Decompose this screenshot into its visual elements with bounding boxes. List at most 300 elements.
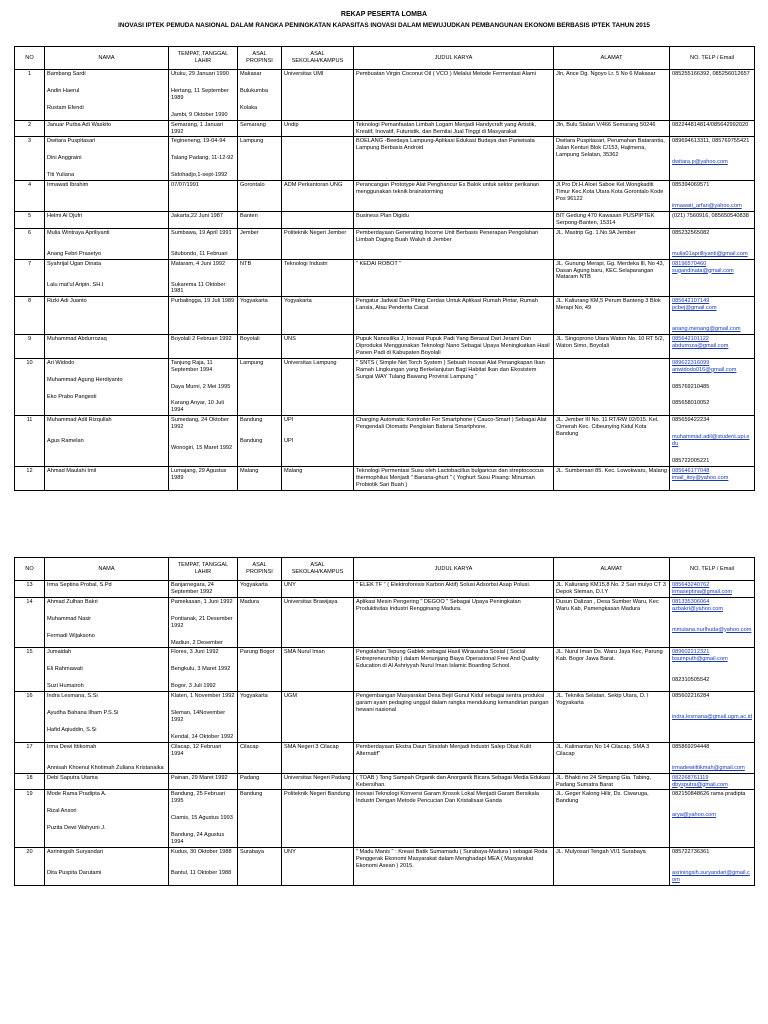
province-line: Jember bbox=[240, 229, 259, 236]
school-campus bbox=[282, 228, 354, 259]
province bbox=[238, 790, 282, 848]
participant-name bbox=[45, 648, 169, 692]
phone-email bbox=[670, 335, 755, 359]
birth-place-date-line: Situbondo, 11 Februari bbox=[171, 250, 228, 257]
participant-name bbox=[45, 847, 169, 885]
province bbox=[238, 597, 282, 648]
phone-email bbox=[670, 259, 755, 297]
table-row bbox=[15, 597, 755, 648]
birth-place-date bbox=[169, 648, 238, 692]
school-campus-line: SMA Negeri 3 Cilacap bbox=[284, 743, 339, 750]
address bbox=[554, 358, 670, 416]
province-line: Lampung bbox=[240, 138, 264, 145]
birth-place-date-line: 07/07/1991 bbox=[171, 182, 199, 189]
address: JL. Bhakti no 24 Simpang Gia. Tabing, Padang Sumatra Barat bbox=[554, 773, 670, 790]
birth-place-date-line: Utuku, 29 Januari 1990 bbox=[171, 71, 229, 77]
phone-email-line: 085869294448 bbox=[672, 743, 710, 750]
address: JL. Mastrip Gg. 1.No.9A Jember bbox=[554, 228, 670, 259]
school-campus-line: Teknologi Industri bbox=[284, 260, 328, 267]
province bbox=[238, 70, 282, 121]
phone-email-line[interactable]: mulia01aprilliyanti@gmail.com bbox=[672, 250, 748, 257]
participant-name-line: Ahmad Zulhan Bakri bbox=[47, 598, 98, 605]
participant-name bbox=[45, 597, 169, 648]
table-row bbox=[15, 228, 755, 259]
province-line: Banten bbox=[240, 212, 258, 219]
province-line: Madura bbox=[240, 598, 259, 605]
address: JL. Sumbersari 85. Kec. Lowokwaru, Malang bbox=[554, 466, 670, 490]
birth-place-date-line: Sumbawa, 19 April 1991 bbox=[171, 229, 232, 236]
participant-name-line: Irma Dewi Ittikomah bbox=[47, 743, 97, 750]
birth-place-date bbox=[169, 259, 238, 297]
phone-email-line[interactable]: indra.lesmana@gmail.ugm.ac.id bbox=[672, 714, 752, 721]
school-campus-line: Universitas Negeri Padang bbox=[284, 774, 351, 781]
column-header-alamat: ALAMAT bbox=[554, 558, 670, 581]
birth-place-date bbox=[169, 416, 238, 467]
work-title: " KEDAI ROBOT " bbox=[354, 259, 554, 297]
table-row bbox=[15, 773, 755, 790]
participant-name-line: Ari Widodo bbox=[47, 359, 75, 366]
phone-email-line[interactable]: irmawati_arfan@yahoo.com bbox=[672, 203, 742, 210]
work-title: Aplikasi Mesin Pengering " DEGOO " Sebagai Upaya Peningkatan Produktivitas Industri Rengginang Madura. bbox=[354, 597, 554, 648]
birth-place-date-line: Sleman, 14November 1992 bbox=[171, 710, 226, 723]
page-subtitle: INOVASI IPTEK PEMUDA NASIONAL DALAM RANGKA PENINGKATAN KAPASITAS INOVASI DALAM MEWUJUDKAN PEMBANGUNAN EKONOMI BERBASIS IPTEK TAHUN 2015 bbox=[118, 22, 650, 29]
phone-email-line: 085255166392, 085256012657 bbox=[672, 71, 750, 77]
birth-place-date-line: Talang Padang, 11-12-92 bbox=[171, 155, 234, 162]
participant-name bbox=[45, 416, 169, 467]
address: Jln, Ance Dg. Ngoyo Lr. 5 No 6 Makasar bbox=[554, 70, 670, 121]
table-row bbox=[15, 70, 755, 121]
table-row bbox=[15, 648, 755, 692]
phone-email bbox=[670, 297, 755, 335]
work-title: " SNTS ( Simple Net Torch System ) Sebuah Inovasi Alat Penangkapan Ikan Ramah Lingkungan yang Berkelanjutan Bagi Habitat Ikan dan Ekosistem Sungai WAY Tulang Bawang Provinsi Lampung " bbox=[354, 358, 554, 416]
birth-place-date-line: Bengkulu, 3 Maret 1992 bbox=[171, 666, 231, 673]
participant-name-line: Syahrijal Ugan Dinata bbox=[47, 260, 102, 267]
province-line: Bandung bbox=[240, 417, 263, 424]
province-line: Cilacap bbox=[240, 743, 259, 750]
province bbox=[238, 648, 282, 692]
phone-email-line[interactable]: 08196570460 sugandinata@gmail.com bbox=[672, 260, 734, 274]
participant-name-line: Irma Septina Probal, S.Pd bbox=[47, 582, 112, 588]
phone-email bbox=[670, 181, 755, 212]
school-campus bbox=[282, 211, 354, 228]
participant-name-line: Debi Saputra Utama bbox=[47, 774, 98, 781]
table-row bbox=[15, 358, 755, 416]
phone-email-line[interactable]: 081335306064 azbakri@yahoo.com bbox=[672, 598, 724, 612]
row-number: 4 bbox=[15, 181, 45, 212]
work-title: ( TOAB ) Tong Sampah Organik dan Anorganik Bicara Sebagai Media Edukasi Kebersihan. bbox=[354, 773, 554, 790]
phone-email-line: 082150848626 rama pradipta bbox=[672, 791, 746, 798]
phone-email bbox=[670, 597, 755, 648]
province-line: Boyolali bbox=[240, 336, 260, 343]
school-campus-line: UGM bbox=[284, 693, 298, 700]
province bbox=[238, 259, 282, 297]
table-row bbox=[15, 335, 755, 359]
birth-place-date-line: Banjarnegara, 24 September 1992 bbox=[171, 582, 214, 595]
phone-email bbox=[670, 416, 755, 467]
row-number: 14 bbox=[15, 597, 45, 648]
province bbox=[238, 120, 282, 137]
phone-email-line[interactable]: arya@yahoo.com bbox=[672, 812, 716, 819]
school-campus bbox=[282, 137, 354, 181]
school-campus-line: UNY bbox=[284, 848, 296, 855]
participant-name bbox=[45, 70, 169, 121]
phone-email-line[interactable]: 085642107149 pcbej@gmail.com bbox=[672, 298, 717, 312]
province-line: Makasar bbox=[240, 71, 262, 77]
birth-place-date bbox=[169, 581, 238, 598]
province bbox=[238, 847, 282, 885]
school-campus-line: UNS bbox=[284, 336, 296, 343]
birth-place-date bbox=[169, 335, 238, 359]
participant-name-line: Dini Anggraini bbox=[47, 155, 82, 162]
address: JL. Kaliurang KM15,8 No. 2 Sari mulyo CT 3 Depok Sleman, D.I.Y bbox=[554, 581, 670, 598]
birth-place-date-line: Purbalingga, 19 Juli 1989 bbox=[171, 298, 235, 305]
table-row bbox=[15, 581, 755, 598]
participant-name-line: Ahmad Maulahi Imil bbox=[47, 467, 97, 474]
row-number: 6 bbox=[15, 228, 45, 259]
phone-email bbox=[670, 358, 755, 416]
birth-place-date-line: Hertang, 11 September 1989 bbox=[171, 87, 229, 101]
province-line: Semarang bbox=[240, 121, 266, 128]
phone-email-line: 085722005221 bbox=[672, 458, 710, 464]
birth-place-date-line: Sukarema 11 Oktober 1981 bbox=[171, 281, 226, 295]
participant-name-line: Andin Haerul bbox=[47, 87, 80, 94]
table-row bbox=[15, 466, 755, 490]
table-row bbox=[15, 847, 755, 885]
birth-place-date-line: Bogor, 3 Juli 1992 bbox=[171, 683, 216, 690]
school-campus-line: ADM Perkantoran UNG bbox=[284, 182, 343, 189]
work-title: " ELEK TF " ( Elektroforesis Karbon Aktif) Solusi Adsorbsi Asap Polusi. bbox=[354, 581, 554, 598]
participant-name bbox=[45, 335, 169, 359]
school-campus-line: SMA Nurul Iman bbox=[284, 649, 325, 656]
row-number: 18 bbox=[15, 773, 45, 790]
school-campus bbox=[282, 181, 354, 212]
participant-name-line: Ayudha Bahana Ilham P.S.Si bbox=[47, 710, 119, 717]
participant-name-line: Rustam Efendi bbox=[47, 104, 84, 111]
province bbox=[238, 581, 282, 598]
row-number: 5 bbox=[15, 211, 45, 228]
birth-place-date bbox=[169, 773, 238, 790]
phone-email-line[interactable]: muhammad.adil@student.upi.edu bbox=[672, 434, 750, 448]
participant-name-line: Mulia Wintraya Apriliyanti bbox=[47, 229, 110, 236]
work-title: Teknologi Pemanfaatan Limbah Logam Menjadi Handycraft yang Artistik, Kreatif, Inovatif, Futuristik, dan Bernilai Jual Tinggi di Masyarakat bbox=[354, 120, 554, 137]
school-campus bbox=[282, 742, 354, 773]
row-number: 1 bbox=[15, 70, 45, 121]
column-header-telp: NO. TELP / Email bbox=[670, 558, 755, 581]
phone-email-line[interactable]: 085643240762 irmaseptina@gmail.com bbox=[672, 582, 733, 595]
school-campus bbox=[282, 692, 354, 743]
table-row bbox=[15, 137, 755, 181]
participant-name-line: Bambang Sardi bbox=[47, 71, 86, 77]
school-campus-line: UPI bbox=[284, 417, 294, 424]
birth-place-date bbox=[169, 847, 238, 885]
participant-name bbox=[45, 259, 169, 297]
participant-name-line: Helmi Al Djufri bbox=[47, 212, 83, 219]
column-header-nama: NAMA bbox=[45, 47, 169, 70]
address: JL. Gunung Merapi, Gg. Merdeka Ill, No 43, Dasan Agung baru, KEC.Selaparangan Mataram NTB bbox=[554, 259, 670, 297]
participant-name-line: Asriningsih Suryandari bbox=[47, 848, 103, 855]
phone-email bbox=[670, 692, 755, 743]
participant-name bbox=[45, 181, 169, 212]
column-header-ttl: TEMPAT, TANGGAL LAHIR bbox=[169, 558, 238, 581]
phone-email-line: 082310505542 bbox=[672, 677, 710, 684]
birth-place-date bbox=[169, 120, 238, 137]
school-campus bbox=[282, 581, 354, 598]
address: Dusun Dalizan , Desa Sumber Waru, Kec Waru Kab, Pamengkasan Madura bbox=[554, 597, 670, 648]
school-campus bbox=[282, 297, 354, 335]
birth-place-date-line: Kudus, 30 Oktober 1988 bbox=[171, 848, 232, 855]
school-campus bbox=[282, 120, 354, 137]
province-line: Yogyakarta bbox=[240, 693, 268, 700]
participant-name bbox=[45, 137, 169, 181]
column-header-no: NO bbox=[15, 558, 45, 581]
address: JL. Teknika Selatan. Sekip Utara, D. I Yogyakarta bbox=[554, 692, 670, 743]
address: JL. Jember III No. 11 RT/RW 02/015. Kel. Cimerah Kec. Cibeunying Kidul Kota Bandung bbox=[554, 416, 670, 467]
participant-name-line: Eko Prabo Pangesti bbox=[47, 393, 97, 400]
participant-name-line: Eli Rahmawati bbox=[47, 666, 83, 673]
participant-name-line: Titi Yuliana bbox=[47, 172, 75, 179]
province-line: Parung Bogor bbox=[240, 649, 275, 656]
province-line: Bandung bbox=[240, 438, 263, 445]
address: JL. Mulyosari Tengah VI/1 Surabaya bbox=[554, 847, 670, 885]
participants-table-1 bbox=[14, 46, 755, 491]
school-campus-line: Politeknik Negeri Bandung bbox=[284, 791, 350, 798]
phone-email-line[interactable]: 089602212321 bsumputh@gmail.com bbox=[672, 649, 728, 663]
table-row bbox=[15, 297, 755, 335]
birth-place-date bbox=[169, 692, 238, 743]
participant-name bbox=[45, 466, 169, 490]
school-campus bbox=[282, 416, 354, 467]
work-title: Pengatur Jadwal Dan Piting Cerdas Untuk Aplikasi Rumah Pintar, Rumah Lansia, Atau Penderita Cacat bbox=[354, 297, 554, 335]
table-row bbox=[15, 790, 755, 848]
row-number: 10 bbox=[15, 358, 45, 416]
participant-name bbox=[45, 211, 169, 228]
work-title: Inovasi Teknologi Konversi Garam Krosok Lokal Menjadi Garam Bersikala Industri Dengan Metode Pencucian Dan Kristalisasi Ganda bbox=[354, 790, 554, 848]
participant-name bbox=[45, 692, 169, 743]
row-number: 7 bbox=[15, 259, 45, 297]
birth-place-date-line: Tanjung Raja, 11 September 1994 bbox=[171, 359, 213, 373]
work-title: Perancangan Prototype Alat Penghancur Es Balok untuk sektor perikanan menggunakan teknik brainstorming bbox=[354, 181, 554, 212]
phone-email bbox=[670, 773, 755, 790]
birth-place-date bbox=[169, 742, 238, 773]
phone-email-line: 089694613311, 085769755421 bbox=[672, 138, 750, 145]
province-line: Kolaka bbox=[240, 104, 258, 111]
participant-name-line: Irmawati Ibrahim bbox=[47, 182, 89, 189]
school-campus bbox=[282, 259, 354, 297]
phone-email-line[interactable]: 089622316099 ariwidodo016@gmail.com bbox=[672, 359, 737, 373]
birth-place-date bbox=[169, 466, 238, 490]
column-header-nama: NAMA bbox=[45, 558, 169, 581]
participant-name-line: Annisah Khoenul Khotimah Zuliana Kristanaika bbox=[47, 764, 164, 771]
column-header-prov: ASAL PROPINSI bbox=[238, 558, 282, 581]
birth-place-date-line: Bantul, 11 Oktober 1988 bbox=[171, 869, 232, 876]
phone-email-line[interactable]: dwitara.p@yahoo.com bbox=[672, 159, 728, 166]
phone-email-line[interactable]: anang.menang@gmail.com bbox=[672, 326, 741, 333]
phone-email-line[interactable]: mmulana.nurlhuda@yahoo.com bbox=[672, 626, 752, 633]
school-campus-line: Politeknik Negeri Jember bbox=[284, 229, 347, 236]
birth-place-date-line: Pamekasan, 1 Juni 1992 bbox=[171, 598, 233, 605]
address: JL. Nurul Iman Ds. Waru Jaya Kec, Parung Kab. Bogor Jawa Barat. bbox=[554, 648, 670, 692]
phone-email-line[interactable]: 085646177048 imail_itoy@yahoo.com bbox=[672, 467, 729, 481]
work-title: Charging Automatic Kontroller For Smartphone ( Cauco-Smart ) Sebagai Alat Pengendali Otomatis Pengisian Baterai Smartphone. bbox=[354, 416, 554, 467]
province-line: Surabaya bbox=[240, 848, 264, 855]
birth-place-date-line: Lumajang, 29 Agustus 1989 bbox=[171, 467, 227, 481]
header-row bbox=[15, 47, 755, 70]
work-title: Pengolahan Tepung Gablek sebagai Hasil Wirausaha Sosial ( Social Entrepreneurship ) dalam Menunjang Biaya Operasional Free And Quality Education di Al Ashriyyah Nurul Iman Islamic Boarding School. bbox=[354, 648, 554, 692]
column-header-telp: NO. TELP / Email bbox=[670, 47, 755, 70]
birth-place-date-line: Sidohadjo,1-sept-1992 bbox=[171, 172, 228, 179]
row-number: 11 bbox=[15, 416, 45, 467]
birth-place-date-line: Semarang, 1 Januari 1992 bbox=[171, 121, 223, 135]
address: JL. Kalimantan No 14 Cilacap, SMA 3 Cilacap bbox=[554, 742, 670, 773]
address: JL. Geger Kalong Hilir, Ds. Ciwaruga, Bandung bbox=[554, 790, 670, 848]
school-campus bbox=[282, 335, 354, 359]
school-campus-line: Universitas Lampung bbox=[284, 359, 337, 366]
birth-place-date-line: Painan, 29 Maret 1992 bbox=[171, 774, 228, 781]
province-line: Yogyakarta bbox=[240, 298, 268, 305]
work-title: Business Plan Digidu bbox=[354, 211, 554, 228]
phone-email-line: 085658010052 bbox=[672, 400, 710, 407]
phone-email bbox=[670, 70, 755, 121]
row-number: 2 bbox=[15, 120, 45, 137]
school-campus-line: Malang bbox=[284, 467, 303, 474]
column-header-kampus: ASAL SEKOLAH/KAMPUS bbox=[282, 47, 354, 70]
birth-place-date-line: Jakarta,22 Juni 1987 bbox=[171, 212, 223, 219]
province bbox=[238, 211, 282, 228]
work-title: Pengembangan Masyarakat Desa Bejil Gunul Kidul sebagai sentra produksi garam ayam pedaging unggul dalam rangka mendukung kemandirian pangan hewani nasional bbox=[354, 692, 554, 743]
participant-name bbox=[45, 297, 169, 335]
participant-name-line: Rizki Adi Juanto bbox=[47, 298, 87, 305]
participant-name-line: Muhammad Adil Rizqullah bbox=[47, 417, 112, 424]
row-number: 20 bbox=[15, 847, 45, 885]
work-title: BOELANG -Beedaya Lampung-Aplikasi Edukasi Budaya dan Pariwisata Lampung Berbasis Android bbox=[354, 137, 554, 181]
table-row bbox=[15, 416, 755, 467]
phone-email bbox=[670, 847, 755, 885]
school-campus bbox=[282, 70, 354, 121]
province bbox=[238, 416, 282, 467]
phone-email-line: 085232565082 bbox=[672, 229, 710, 236]
birth-place-date-line: Sumedang, 24 Oktober 1992 bbox=[171, 417, 229, 431]
province bbox=[238, 228, 282, 259]
birth-place-date-line: Tegineneng, 19-04-94 bbox=[171, 138, 226, 145]
phone-email-line[interactable]: 082268761119 dbysputra@gmail.com bbox=[672, 774, 728, 788]
birth-place-date-line: Cilacap, 12 Februari 1994 bbox=[171, 743, 222, 757]
work-title: Pembuatan Virgin Coconut Oil ( VCO ) Melalui Metode Fermentasi Alami bbox=[354, 70, 554, 121]
province-line: Padang bbox=[240, 774, 260, 781]
school-campus bbox=[282, 597, 354, 648]
school-campus bbox=[282, 466, 354, 490]
address: Jl.Pro Dr.H.Aloei Saboe Kel.Wongkaditi Timur Kec.Kota Utara Kota Gorontalo Kode Pos 96122 bbox=[554, 181, 670, 212]
participants-table-2 bbox=[14, 557, 755, 886]
participant-name bbox=[45, 773, 169, 790]
province bbox=[238, 181, 282, 212]
phone-email-line[interactable]: asriningsih.suryandari@gmail.com bbox=[672, 869, 750, 883]
column-header-no: NO bbox=[15, 47, 45, 70]
address: Dwitara Puspitasari, Perumahan Batarantia, Jalan Kenturi Blok C/153, Hajimena, Lampung Selatan, 35362 bbox=[554, 137, 670, 181]
birth-place-date-line: Pontianak, 21 Desember 1992 bbox=[171, 615, 233, 629]
phone-email-line[interactable]: 085642101122 abdurroza@gmail.com bbox=[672, 336, 729, 349]
birth-place-date-line: Wonogiri, 15 Maret 1992 bbox=[171, 445, 233, 452]
phone-email-line: 085722736361 bbox=[672, 848, 710, 855]
province bbox=[238, 335, 282, 359]
participant-name bbox=[45, 790, 169, 848]
work-title: Pemberdayaan Ekstra Daun Sirsidah Menjadi Industri Salep Obat Kulit Alternatif" bbox=[354, 742, 554, 773]
work-title: Pupuk Nanosilika J, Inovasi Pupuk Padi Yang Berasal Dari Jerami Dan Diproduksi Menggunakan Teknologi Nano Sebagai Upaya Meningkatkan Hasil Panen Padi di Kabupaten Boyolali bbox=[354, 335, 554, 359]
birth-place-date bbox=[169, 597, 238, 648]
school-campus-line: Universitas UMI bbox=[284, 71, 324, 77]
phone-email-line: 082244814814/085642992020 bbox=[672, 121, 749, 128]
birth-place-date bbox=[169, 137, 238, 181]
address: JL. Kaliurang KM,5 Perum Banteng 3 Blok Merapi No, 49 bbox=[554, 297, 670, 335]
row-number: 3 bbox=[15, 137, 45, 181]
school-campus-line: UPI bbox=[284, 438, 294, 445]
birth-place-date-line: Klaten, 1 November 1992 bbox=[171, 693, 235, 700]
birth-place-date-line: Mataram, 4 Juni 1992 bbox=[171, 260, 226, 267]
column-header-prov: ASAL PROPINSI bbox=[238, 47, 282, 70]
row-number: 8 bbox=[15, 297, 45, 335]
address: BIT Gedung 470 Kawasan PUSPIPTEK Serpong-Banten, 15314 bbox=[554, 211, 670, 228]
birth-place-date bbox=[169, 70, 238, 121]
phone-email bbox=[670, 581, 755, 598]
phone-email bbox=[670, 228, 755, 259]
participant-name-line: Fermadi Wijaksono bbox=[47, 632, 95, 639]
province bbox=[238, 358, 282, 416]
school-campus-line: UNY bbox=[284, 582, 296, 588]
row-number: 13 bbox=[15, 581, 45, 598]
birth-place-date-line: Daya Murni, 2 Mei 1995 bbox=[171, 383, 231, 390]
participant-name-line: Jumaidah bbox=[47, 649, 72, 656]
participant-name bbox=[45, 742, 169, 773]
page-title: REKAP PESERTA LOMBA bbox=[340, 11, 428, 18]
participant-name bbox=[45, 228, 169, 259]
birth-place-date bbox=[169, 790, 238, 848]
phone-email-line[interactable]: irmadewiittikmah@gmail.com bbox=[672, 764, 745, 771]
school-campus bbox=[282, 847, 354, 885]
participant-name-line: Muhammad Nasir bbox=[47, 615, 92, 622]
phone-email-line: 085659422234 bbox=[672, 417, 710, 424]
birth-place-date bbox=[169, 211, 238, 228]
participant-name-line: Suzi Humairoh bbox=[47, 683, 84, 690]
work-title: " Madu Manis " : Kreasi Batik Sumamadu ( Surabaya-Madura ) sebagai Roda Penggerak Ekonomi Masyarakat dalam Menghadapi MEA ( Masyarakat Ekonomi Asean ) 2015. bbox=[354, 847, 554, 885]
birth-place-date-line: Bandung, 25 Februari 1995 bbox=[171, 791, 226, 805]
birth-place-date-line: Kendal, 14 Oktober 1992 bbox=[171, 733, 234, 740]
phone-email bbox=[670, 137, 755, 181]
table-row bbox=[15, 259, 755, 297]
province bbox=[238, 137, 282, 181]
phone-email bbox=[670, 648, 755, 692]
participant-name-line: Dwitara Puspitasari bbox=[47, 138, 96, 145]
province-line: Yogyakarta bbox=[240, 582, 268, 588]
participant-name-line: Dita Puspita Darutami bbox=[47, 869, 102, 876]
phone-email-line: 085394069571 bbox=[672, 182, 710, 189]
phone-email-line: 085602216284 bbox=[672, 693, 710, 700]
phone-email bbox=[670, 790, 755, 848]
participant-name-line: Muhammad Agung Herdiyanto bbox=[47, 376, 123, 383]
phone-email bbox=[670, 211, 755, 228]
table-row bbox=[15, 742, 755, 773]
phone-email-line: (021) 7560916, 085650540838 bbox=[672, 212, 749, 219]
row-number: 19 bbox=[15, 790, 45, 848]
birth-place-date bbox=[169, 358, 238, 416]
school-campus bbox=[282, 648, 354, 692]
table-row bbox=[15, 692, 755, 743]
phone-email bbox=[670, 466, 755, 490]
participant-name-line: Lalu mat'ul Aripin. SH.I bbox=[47, 281, 104, 288]
school-campus-line: Yogyakarta bbox=[284, 298, 312, 305]
school-campus-line: Universitas Brawijaya bbox=[284, 598, 338, 605]
birth-place-date-line: Boyolali 2 Februari 1992 bbox=[171, 336, 232, 343]
address: JL. Singoprono Utara Waton No. 10 RT 5/2, Waton Simo, Boyolali bbox=[554, 335, 670, 359]
participant-name-line: Mode Rama Pradipta A. bbox=[47, 791, 107, 798]
